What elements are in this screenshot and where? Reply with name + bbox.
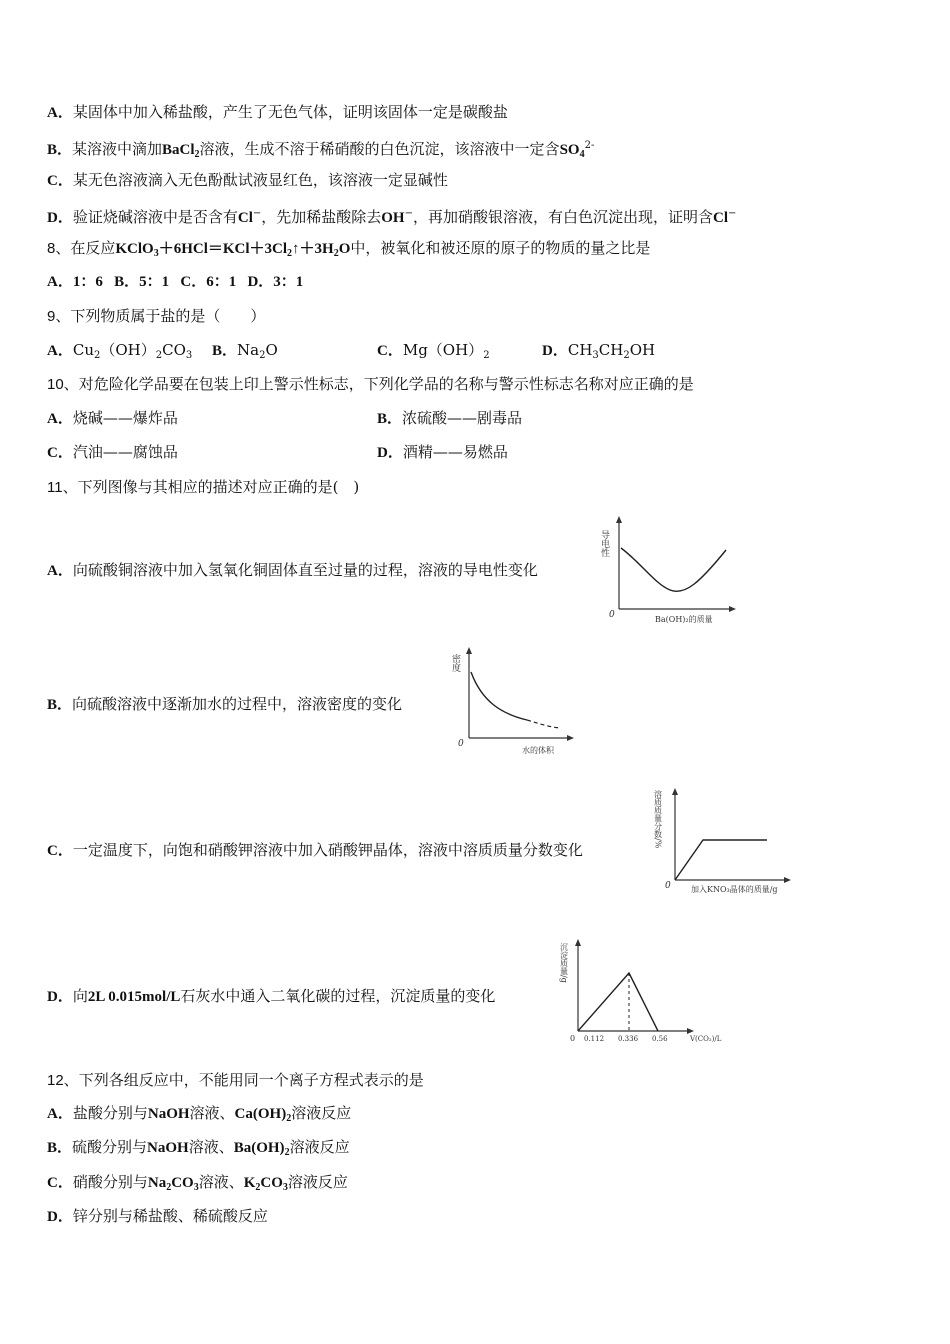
q7-option-d: D．验证烧碱溶液中是否含有Cl−，先加稀盐酸除去OH−，再加硝酸银溶液，有白色沉淀出现，证明含Cl− xyxy=(47,208,737,226)
q12-option-a: A．盐酸分别与NaOH溶液、$Ca(OH)_2$溶液反应 xyxy=(47,1104,352,1124)
q10-option-d: D．酒精——易燃品 xyxy=(377,443,508,461)
q9-option-b: B．$Na_2O$ xyxy=(212,341,278,361)
graph-c-mass-fraction xyxy=(655,784,805,899)
graph-d-origin: 0 xyxy=(570,1034,576,1043)
graph-a-xlabel: Ba(OH)₂的质量 xyxy=(655,615,713,624)
q7-option-b: B．某溶液中滴加BaCl$_2$溶液，生成不溶于稀硝酸的白色沉淀，该溶液中一定含$SO_4^{2-}$ xyxy=(47,140,595,160)
graph-c-origin: 0 xyxy=(665,881,671,891)
graph-a-ylabel: 导电性 xyxy=(599,530,609,557)
q7-option-a: A．某固体中加入稀盐酸，产生了无色气体，证明该固体一定是碳酸盐 xyxy=(47,103,508,121)
graph-d-tick-1: 0.112 xyxy=(584,1035,605,1043)
q12-option-c: C．硝酸分别与$Na_2CO_3$溶液、$K_2CO_3$溶液反应 xyxy=(47,1173,348,1193)
graph-d-ylabel: 沉淀质量/g xyxy=(559,943,569,983)
q10-stem: 10、对危险化学品要在包装上印上警示性标志，下列化学品的名称与警示性标志名称对应正确的是 xyxy=(47,375,694,393)
graph-a-origin: 0 xyxy=(609,610,615,620)
q9-option-a: A．$Cu_2(OH)_2CO_3$ xyxy=(47,341,193,361)
q9-option-c: C．$Mg(OH)_2$ xyxy=(377,341,490,361)
q11-option-b: B．向硫酸溶液中逐渐加水的过程中，溶液密度的变化 xyxy=(47,695,403,713)
graph-d-precipitate xyxy=(559,935,737,1050)
q7-option-c: C．某无色溶液滴入无色酚酞试液显红色，该溶液一定显碱性 xyxy=(47,171,448,189)
graph-b-density xyxy=(452,642,582,760)
q11-stem: 11、下列图像与其相应的描述对应正确的是( ) xyxy=(47,478,360,496)
q9-stem: 9、下列物质属于盐的是（ ） xyxy=(47,307,266,325)
q12-option-b: B．硫酸分别与NaOH溶液、$Ba(OH)_2$溶液反应 xyxy=(47,1138,350,1158)
graph-b-origin: 0 xyxy=(458,739,464,749)
graph-a-conductivity xyxy=(600,512,740,627)
q10-option-c: C．汽油——腐蚀品 xyxy=(47,443,178,461)
graph-c-ylabel: 溶质质量分数/% xyxy=(653,790,663,849)
graph-b-ylabel: 密度 xyxy=(450,654,460,672)
graph-c-xlabel: 加入KNO₃晶体的质量/g xyxy=(691,885,778,894)
q11-option-d: D．向2L 0.015mol/L石灰水中通入二氧化碳的过程，沉淀质量的变化 xyxy=(47,987,496,1005)
graph-d-tick-2: 0.336 xyxy=(618,1035,639,1043)
q9-option-d: D．$CH_3CH_2OH$ xyxy=(542,341,656,361)
graph-d-tick-3: 0.56 xyxy=(652,1035,668,1043)
graph-d-xlabel: V(CO₂)/L xyxy=(690,1035,722,1043)
q10-option-b: B．浓硫酸——剧毒品 xyxy=(377,409,523,427)
q8-stem: 8、在反应$KClO_3+6HCl=KCl+3Cl_2↑+3H_2O$中，被氧化和被还原的原子的物质的量之比是 xyxy=(47,239,651,259)
q12-stem: 12、下列各组反应中，不能用同一个离子方程式表示的是 xyxy=(47,1071,424,1089)
q8-options: A．1：6 B．5：1 C．6：1 D．3：1 xyxy=(47,274,304,290)
q12-option-d: D．锌分别与稀盐酸、稀硫酸反应 xyxy=(47,1207,268,1225)
q11-option-c: C．一定温度下，向饱和硝酸钾溶液中加入硝酸钾晶体，溶液中溶质质量分数变化 xyxy=(47,841,583,859)
graph-b-xlabel: 水的体积 xyxy=(522,746,554,755)
q11-option-a: A．向硫酸铜溶液中加入氢氧化铜固体直至过量的过程，溶液的导电性变化 xyxy=(47,561,538,579)
q10-option-a: A．烧碱——爆炸品 xyxy=(47,409,178,427)
